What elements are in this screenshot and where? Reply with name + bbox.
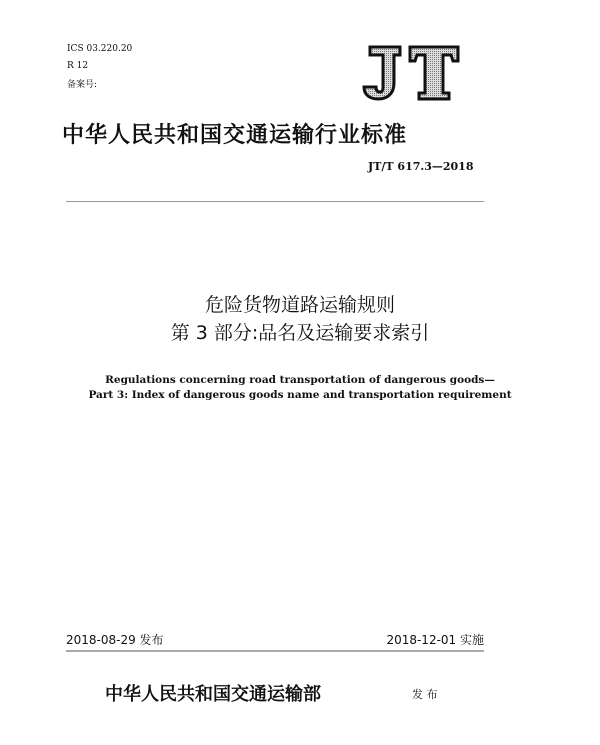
issuer-verb: 发 布 — [412, 688, 438, 701]
divider — [66, 650, 484, 652]
title-en-line1: Regulations concerning road transportation of dangerous goods— — [105, 374, 495, 386]
filing-number: 备案号: — [67, 80, 98, 90]
issuer-name: 中华人民共和国交通运输部 — [105, 684, 321, 705]
title-en-line2: Part 3: Index of dangerous goods name and transportation requirement — [88, 389, 512, 401]
ics-code: ICS 03.220.20 — [67, 44, 133, 54]
standard-type: 中华人民共和国交通运输行业标准 — [62, 122, 408, 148]
issue-date: 2018-08-29 发布 — [66, 633, 164, 647]
jt-logo — [362, 45, 462, 101]
standard-code: JT/T 617.3—2018 — [368, 160, 474, 173]
title-cn-line1: 危险货物道路运输规则 — [204, 294, 395, 316]
ccs-code: R 12 — [67, 61, 89, 71]
effective-date: 2018-12-01 实施 — [386, 633, 484, 647]
divider — [66, 201, 484, 202]
title-cn-line2: 第 3 部分:品名及运输要求索引 — [170, 322, 430, 344]
